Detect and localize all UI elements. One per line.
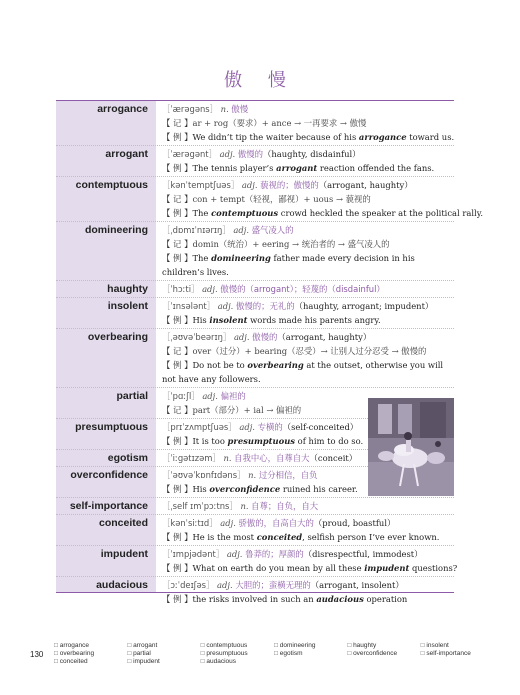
mnemonic-label: 【 记 】 [162,194,193,204]
chinese-meaning: 傲慢的（arrogant）；轻蔑的（disdainful） [220,284,385,294]
part-of-speech: adj. [217,518,239,528]
headword: egotism [107,452,148,464]
part-of-speech: adj. [224,549,246,559]
definition-line [162,516,454,530]
example-keyword: conceited [256,532,303,542]
phonetic: ˈpɑːʃl [170,391,192,401]
chinese-meaning: 专横的 [257,422,283,432]
example-text-pre: His [192,484,210,494]
entry-row [56,498,454,515]
example-line [162,161,454,175]
definition-line [162,578,454,592]
example-line [162,130,454,144]
bracket-open: ［ [162,391,171,401]
entry-definition [156,515,454,545]
part-of-speech: adj. [199,284,221,294]
example-label: 【 例 】 [162,563,193,573]
headword: overconfidence [70,469,148,481]
mnemonic-label: 【 记 】 [162,118,193,128]
bracket-open: ［ [162,518,171,528]
example-text-pre: It is too [192,436,228,446]
phonetic: ˈɪnsələnt [170,301,207,311]
footer-checkbox-item: □ overconfidence [347,650,420,657]
example-keyword: insolent [209,315,248,325]
footer-checkbox-item: □ egotism [274,650,347,657]
definition-line [162,499,454,513]
part-of-speech: n. [220,453,235,463]
example-text-post: questions? [409,563,458,573]
bracket-open: ［ [162,225,171,235]
bracket-close: ］ [237,470,246,480]
part-of-speech: adj. [236,422,258,432]
entry-definition [156,546,457,576]
entry-row [56,177,484,222]
example-keyword: overbearing [247,360,304,370]
part-of-speech: n. [237,501,252,511]
entry-definition [156,329,454,387]
entry-row [56,298,454,329]
footer-checkbox-item: □ conceited [54,658,127,665]
bracket-open: ［ [162,549,171,559]
footer-checkbox-item: □ self-importance [421,650,494,657]
definition-line [162,547,457,561]
phonetic: ˈærəgənt [170,149,209,159]
example-line [162,530,454,544]
footer-checkbox-item: □ insolent [421,642,494,649]
bracket-open: ［ [162,580,171,590]
entry-row [56,101,454,146]
headword: impudent [100,548,148,560]
mnemonic-line [162,192,483,206]
page-number: 130 [30,650,44,659]
chinese-meaning: 自我中心，自尊自大 [234,453,310,463]
bracket-open: ［ [162,284,171,294]
headword: partial [116,390,148,402]
example-label: 【 例 】 [162,253,193,263]
example-text-pre: Do not be to [192,360,248,370]
bracket-close: ］ [222,332,232,342]
synonym-gloss: （self-conceited） [282,422,359,432]
chinese-meaning: 骄傲的，自高自大的 [238,518,314,528]
example-label: 【 例 】 [162,208,193,218]
example-keyword: impudent [364,563,410,573]
phonetic: kənˈtemptʃuəs [170,180,231,190]
synonym-gloss: （conceit） [309,453,358,463]
example-keyword: domineering [211,253,271,263]
phonetic: ˈhɔːti [170,284,192,294]
chinese-meaning: 偏袒的 [220,391,246,401]
part-of-speech: adj. [214,580,236,590]
example-text-pre: We didn’t tip the waiter because of his [192,132,359,142]
entry-row [56,515,454,546]
synonym-gloss: （disrespectful, immodest） [303,549,423,559]
entry-row [56,577,454,607]
footer-checkbox-item: □ domineering [274,642,347,649]
entry-row [56,146,454,177]
bracket-close: ］ [228,422,237,432]
example-text-post: operation [363,594,408,604]
example-text-pre: the risks involved in such an [192,594,317,604]
bracket-open: ［ [162,149,171,159]
footer-checkbox-item: □ presumptuous [201,650,274,657]
bracket-open: ［ [162,470,171,480]
entry-row [56,546,458,577]
bracket-open: ［ [162,301,171,311]
synonym-gloss: （arrogant, haughty） [318,180,413,190]
example-text-post: words made his parents angry. [247,315,381,325]
example-text-pre: What on earth do you mean by all these [192,563,365,573]
synonym-gloss: （haughty, disdainful） [263,149,361,159]
bracket-close: ］ [229,501,238,511]
definition-line [162,147,454,161]
bracket-open: ［ [162,422,171,432]
chinese-meaning: 鲁莽的；厚颜的 [245,549,304,559]
phonetic: ˌəʊvəˈbeərɪŋ [170,332,223,342]
mnemonic-label: 【 记 】 [162,239,193,249]
bracket-close: ］ [215,549,225,559]
footer-checkbox-item: □ contemptuous [201,642,274,649]
entry-definition [156,222,454,280]
entry-row [56,329,454,388]
entry-definition [156,298,454,328]
chinese-meaning: 傲慢的；无礼的 [236,301,295,311]
example-label: 【 例 】 [162,436,193,446]
footer-checkbox-item: □ impudent [127,658,200,665]
example-label: 【 例 】 [162,484,193,494]
mnemonic-text: part（部分）+ ial → 偏袒的 [192,405,302,415]
part-of-speech: n. [218,104,232,114]
definition-line [162,299,454,313]
phonetic: ˈærəgəns [170,104,210,114]
example-text-pre: The [192,208,212,218]
example-line [162,251,454,279]
entry-definition [156,177,483,221]
part-of-speech: adj. [230,225,252,235]
definition-line [162,178,483,192]
bracket-close: ］ [222,225,231,235]
chinese-meaning: 傲慢的 [237,149,263,159]
entry-row [56,222,454,281]
example-text-pre: His [192,315,210,325]
part-of-speech: adj. [231,332,253,342]
mnemonic-text: con + tempt（轻视，鄙视）+ uous → 藐视的 [192,194,371,204]
chinese-meaning: 盛气凌人的 [251,225,294,235]
mnemonic-text: over（过分）+ bearing（忍受）→ 让别人过分忍受 → 傲慢的 [192,346,427,356]
example-label: 【 例 】 [162,163,193,173]
bracket-close: ］ [208,149,217,159]
headword: presumptuous [75,421,148,433]
headword: self-importance [69,500,148,512]
headword: contemptuous [75,179,148,191]
example-line [162,592,454,606]
footer-checkbox-item: □ overbearing [54,650,127,657]
example-text-pre: The tennis player’s [192,163,277,173]
phonetic: ˈəʊvəˈkɒnfɪdəns [170,470,238,480]
example-line [162,206,483,220]
entry-definition [156,101,454,145]
part-of-speech: adj. [216,149,238,159]
part-of-speech: adj. [215,301,236,311]
bracket-close: ］ [230,180,240,190]
headword: conceited [98,517,148,529]
bracket-open: ［ [162,104,171,114]
footer-grid [54,642,494,665]
example-text-post: father made every decision in his children’s lives. [162,253,415,277]
headword: audacious [96,579,148,591]
example-label: 【 例 】 [162,360,193,370]
example-label: 【 例 】 [162,532,193,542]
chinese-meaning: 过分相信，自负 [258,470,318,480]
definition-line [162,223,454,237]
headword: insolent [107,300,148,312]
headword: haughty [107,283,148,295]
entry-definition [156,281,454,297]
definition-line [162,330,454,344]
mnemonic-label: 【 记 】 [162,346,193,356]
example-line [162,358,454,386]
mnemonic-line [162,116,454,130]
phonetic: ˈiːgətɪzəm [170,453,213,463]
bracket-close: ］ [206,301,216,311]
phonetic: kənˈsiːtɪd [170,518,210,528]
synonym-gloss: （arrogant, insolent） [310,580,404,590]
mnemonic-text: domin（统治）+ eering → 统治者的 → 盛气凌人的 [192,239,390,249]
example-keyword: arrogance [358,132,407,142]
bracket-open: ［ [162,332,171,342]
footer-checkbox-item: □ haughty [347,642,420,649]
entry-definition [156,577,454,607]
entry-definition [156,498,454,514]
entry-row [56,281,454,298]
mnemonic-line [162,344,454,358]
synonym-gloss: （haughty, arrogant; impudent） [294,301,434,311]
example-label: 【 例 】 [162,315,193,325]
bracket-open: ［ [162,180,171,190]
mnemonic-text: ar + rog（要求）+ ance → 一再要求 → 傲慢 [192,118,367,128]
definition-line [162,282,454,296]
headword: overbearing [87,331,148,343]
example-keyword: audacious [316,594,364,604]
phonetic: ˌdɒmɪˈnɪərɪŋ [170,225,223,235]
example-text-post: at the outset, otherwise you will not have any followers. [162,360,444,384]
part-of-speech: n. [245,470,259,480]
example-text-post: crowd heckled the speaker at the political rally. [278,208,484,218]
definition-line [162,102,454,116]
example-text-post: ruined his career. [280,484,358,494]
example-keyword: presumptuous [227,436,296,446]
part-of-speech: adj. [239,180,261,190]
phonetic: ɔːˈdeɪʃəs [170,580,207,590]
example-label: 【 例 】 [162,132,193,142]
example-line [162,313,454,327]
chinese-meaning: 自尊；自负，自大 [251,501,319,511]
example-line [162,561,457,575]
bracket-close: ］ [212,453,221,463]
page-title: 傲 慢 [224,70,296,91]
example-keyword: contemptuous [211,208,279,218]
headword: arrogance [97,103,148,115]
chinese-meaning: 傲慢 [231,104,249,114]
example-label: 【 例 】 [162,594,193,604]
example-text-pre: The [192,253,212,263]
example-keyword: arrogant [276,163,318,173]
chinese-meaning: 大胆的；蛮横无理的 [235,580,311,590]
footer-checkbox-item: □ arrogant [127,642,200,649]
part-of-speech: adj. [199,391,221,401]
bracket-open: ［ [162,453,171,463]
phonetic: ˈɪmpjədənt [170,549,216,559]
headword: arrogant [105,148,148,160]
bracket-close: ］ [209,518,218,528]
bracket-close: ］ [191,284,200,294]
mnemonic-line [162,237,454,251]
example-text-post: of him to do so. [295,436,364,446]
entry-list [56,101,484,607]
example-text-post: , selfish person I’ve ever known. [302,532,440,542]
chinese-meaning: 藐视的；傲慢的 [260,180,319,190]
example-keyword: overconfidence [209,484,281,494]
footer-checkbox-item: □ partial [127,650,200,657]
entry-definition [156,146,454,176]
bracket-close: ］ [209,104,219,114]
chinese-meaning: 傲慢的 [252,332,278,342]
footer-checkbox-item: □ arrogance [54,642,127,649]
synonym-gloss: （arrogant, haughty） [277,332,372,342]
example-text-post: reaction offended the fans. [317,163,435,173]
phonetic: prɪˈzʌmptʃuəs [170,422,229,432]
mnemonic-label: 【 记 】 [162,405,193,415]
example-text-pre: He is the most [192,532,257,542]
ballet-dancers-photo [368,398,454,496]
bracket-open: ［ [162,501,171,511]
phonetic: ˌself ɪmˈpɔːtns [170,501,230,511]
footer-checkbox-item: □ audacious [201,658,274,665]
synonym-gloss: （proud, boastful） [313,518,396,528]
bracket-close: ］ [206,580,215,590]
example-text-post: toward us. [406,132,455,142]
bracket-close: ］ [191,391,200,401]
headword: domineering [84,224,148,236]
